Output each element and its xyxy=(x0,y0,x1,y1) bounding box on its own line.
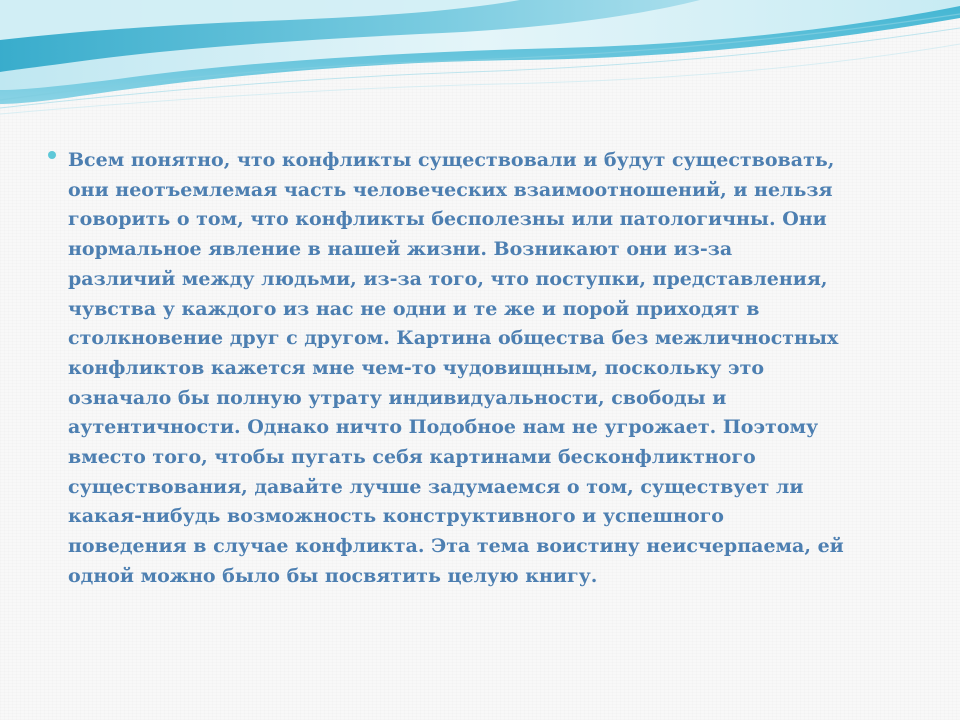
bullet-paragraph: Всем понятно, что конфликты существовали и будут существовать, они неотъемлемая часть человеческих взаимоотношений, и нельзя говорить о том, что конфликты бесполезны или патологичны. Они нормальное явление в нашей жизни. Возникают они из-за различий между людьми, из-за того, что поступки, представления, чувства у каждого из нас не одни и те же и порой приходят в столкновение друг с другом. Картина общества без межличностных конфликтов кажется мне чем-то чудовищным, поскольку это означало бы полную утрату индивидуальности, свободы и аутентичности. Однако ничто Подобное нам не угрожает. Поэтому вместо того, чтобы пугать себя картинами бесконфликтного существования, давайте лучше задумаемся о том, существует ли какая-нибудь возможность конструктивного и успешного поведения в случае конфликта. Эта тема воистину неисчерпаема, ей одной можно было бы посвятить целую книгу. xyxy=(68,149,844,587)
wave-header-decoration xyxy=(0,0,960,130)
bullet-item xyxy=(48,146,898,592)
slide-content xyxy=(48,146,898,592)
bullet-dot-icon xyxy=(48,151,56,159)
